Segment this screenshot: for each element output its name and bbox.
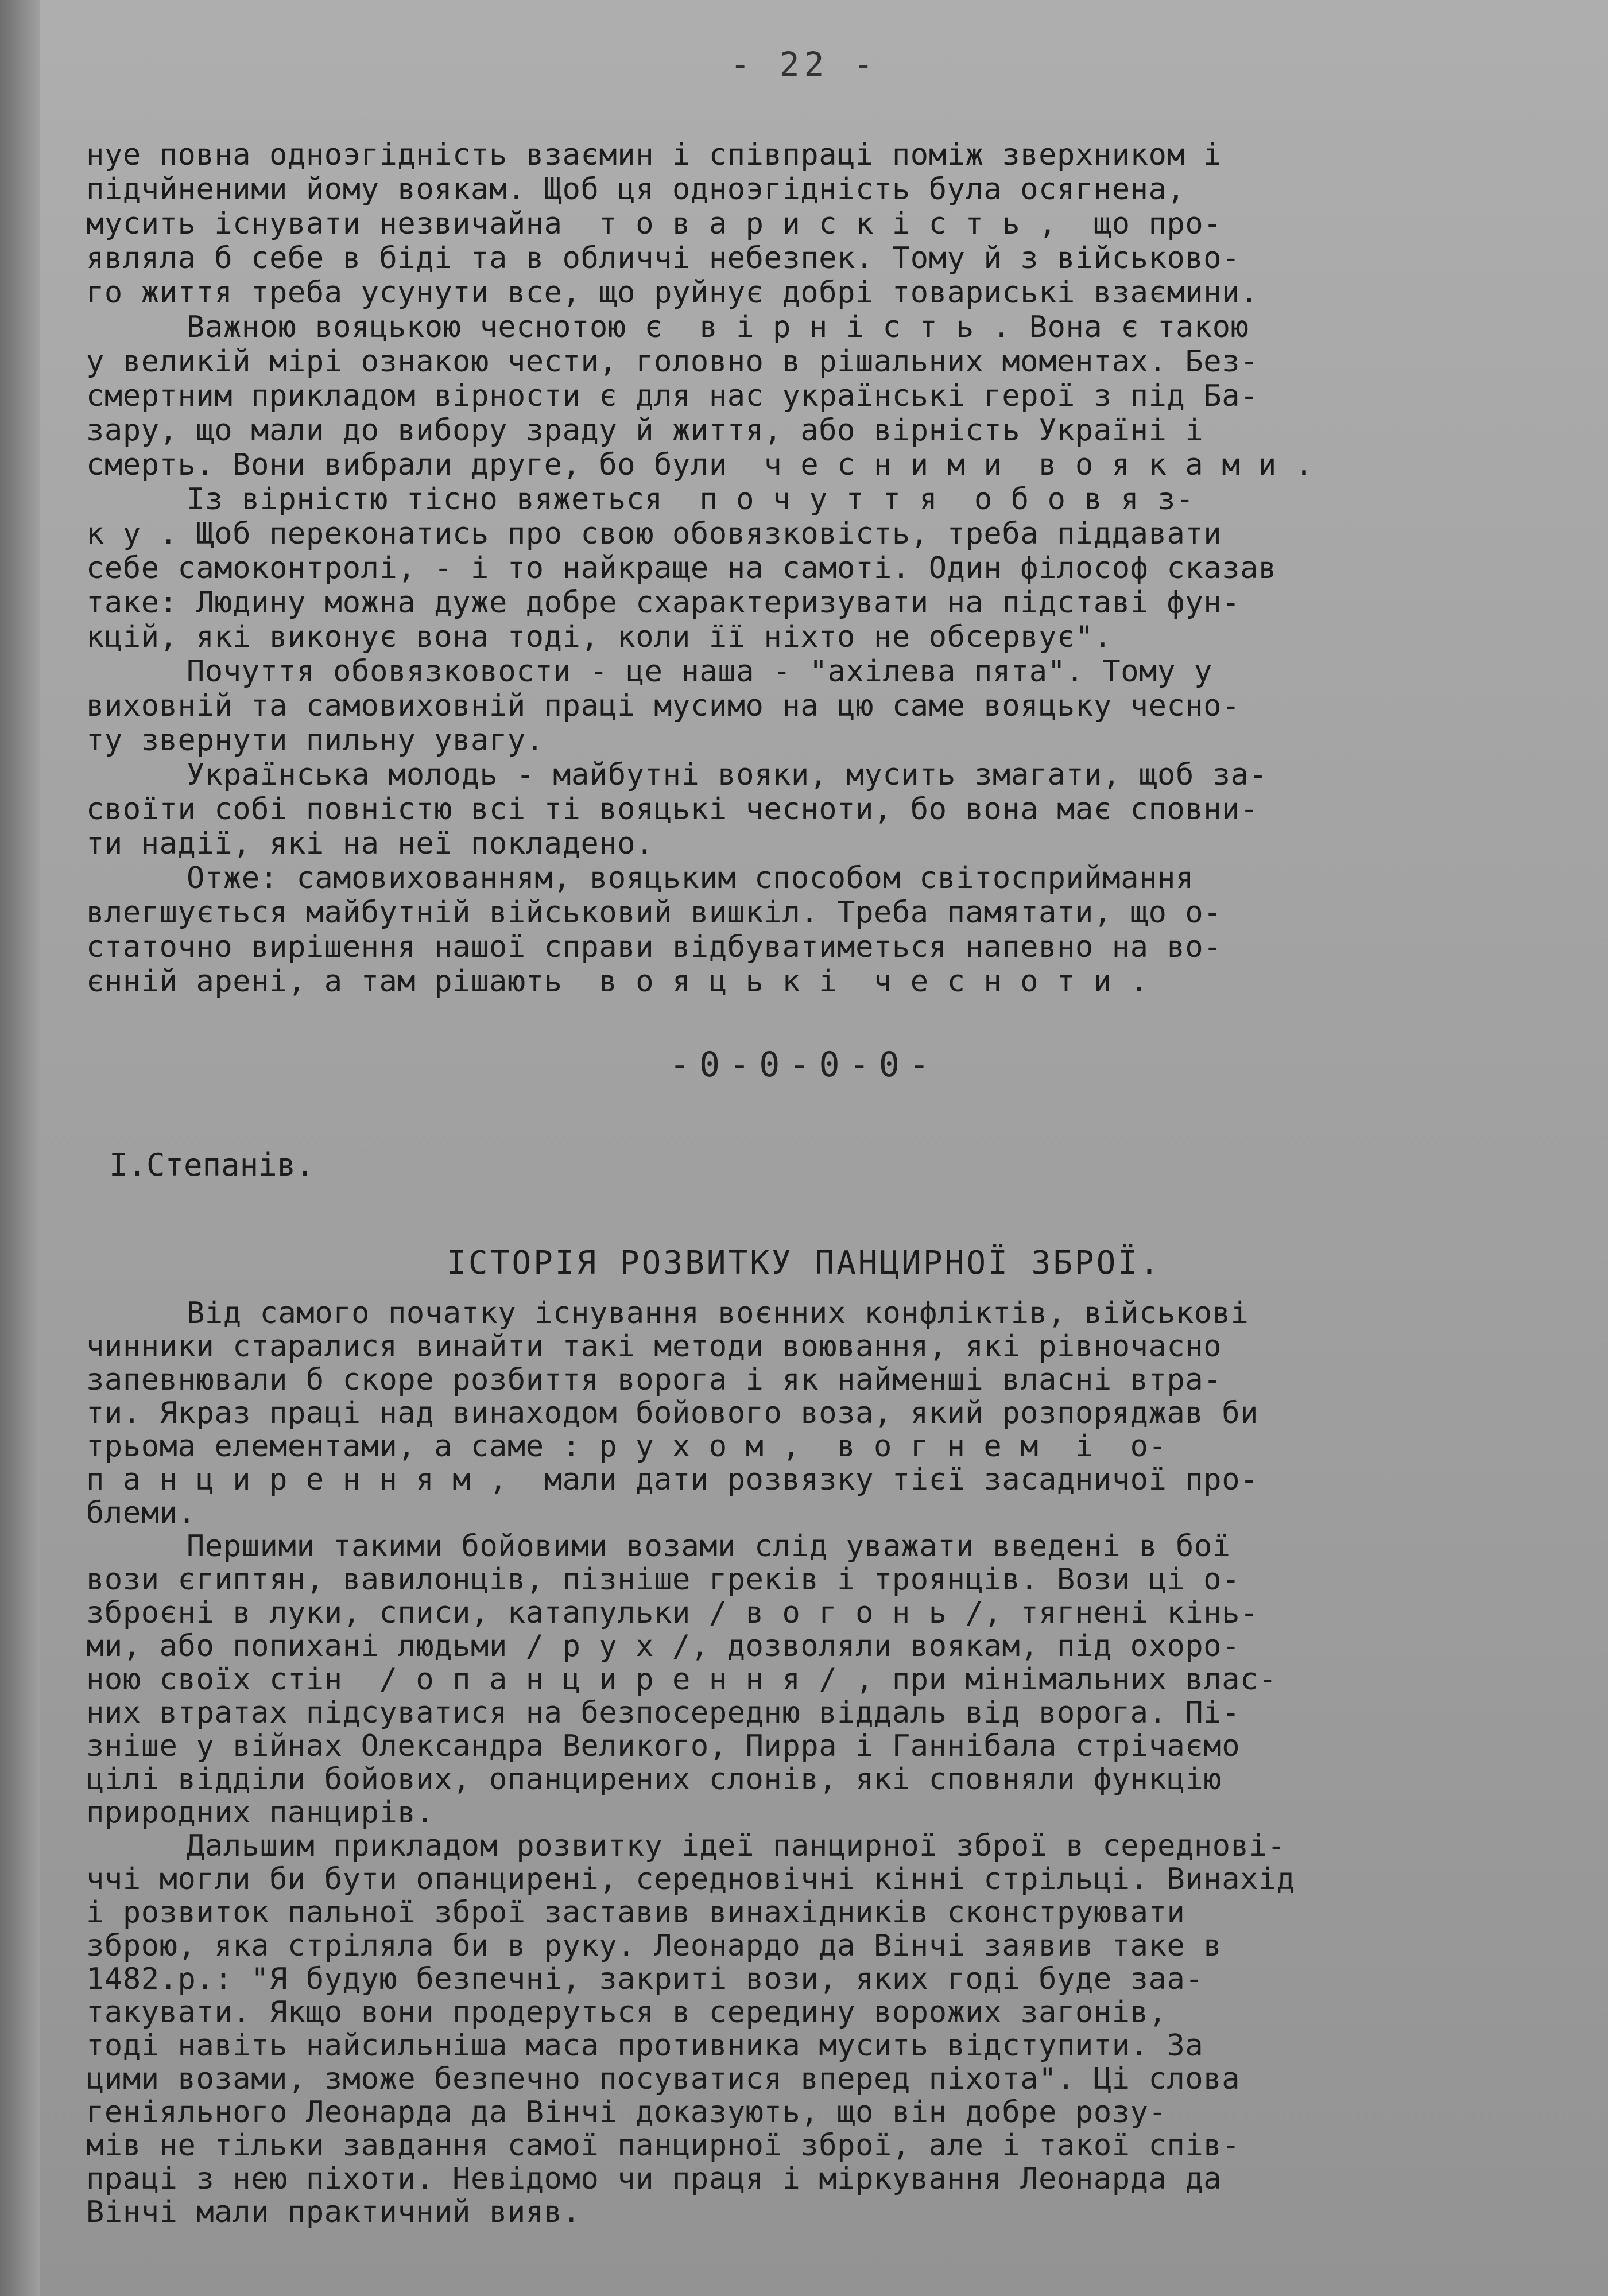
text-line: Дальшим прикладом розвитку ідеї панцирної зброї в середнові- <box>187 1829 1286 1863</box>
text-line: єнній арені, а там рішають в о я ц ь к і ч е с н о т и . <box>86 964 1149 999</box>
text-line: трьома елементами, а саме : р у х о м , в о г н е м і о- <box>86 1429 1167 1464</box>
text-line: таке: Людину можна дуже добре схарактеризувати на підставі фун- <box>86 585 1241 620</box>
text-line: Отже: самовихованням, вояцьким способом світосприймання <box>187 861 1194 895</box>
article-title: ІСТОРІЯ РОЗВИТКУ ПАНЦИРНОЇ ЗБРОЇ. <box>447 1244 1161 1282</box>
text-line: ти надії, які на неї покладено. <box>86 827 654 861</box>
text-line: Першими такими бойовими возами слід уважати введені в бої <box>187 1529 1231 1564</box>
author-name: І.Степанів. <box>109 1147 315 1183</box>
text-line: запевнювали б скоре розбиття ворога і як найменші власні втра- <box>86 1363 1222 1397</box>
text-line: ми, або попихані людьми / р у х /, дозволяли воякам, під охоро- <box>86 1629 1241 1663</box>
text-line: смертним прикладом вірности є для нас українські герої з під Ба- <box>86 379 1259 413</box>
text-line: влегшується майбутній військовий вишкіл. Треба памятати, що о- <box>86 895 1222 930</box>
text-line: 1482.р.: "Я будую безпечні, закриті вози, яких годі буде заа- <box>86 1962 1204 1996</box>
text-line: мусить існувати незвичайна т о в а р и с к і с т ь , що про- <box>86 207 1222 241</box>
text-line: ту звернути пильну увагу. <box>86 723 544 758</box>
text-line: підчйненими йому воякам. Щоб ця одноэгідність була осягнена, <box>86 172 1185 207</box>
text-line: ччі могли би бути опанцирені, середновічні кінні стрільці. Винахід <box>86 1862 1295 1896</box>
text-line: статочно вирішення нашої справи відбуватиметься напевно на во- <box>86 930 1222 964</box>
binding-edge <box>0 0 40 2296</box>
text-line: себе самоконтролі, - і то найкраще на самоті. Один філософ сказав <box>86 551 1277 585</box>
text-line: і розвиток пальної зброї заставив винахідників сконструювати <box>86 1895 1185 1930</box>
page-number: - 22 - <box>730 45 878 84</box>
text-line: блеми. <box>86 1496 196 1530</box>
text-line: нуе повна одноэгідність взаємин і співпраці поміж зверхником і <box>86 138 1222 172</box>
text-line: тоді навіть найсильніша маса противника мусить відступити. За <box>86 2029 1204 2063</box>
text-line: чинники старалися винайти такі методи воювання, які рівночасно <box>86 1329 1222 1364</box>
text-line: у великій мірі ознакою чести, головно в рішальних моментах. Без- <box>86 344 1259 379</box>
text-line: Українська молодь - майбутні вояки, мусить змагати, щоб за- <box>187 758 1268 792</box>
text-line: них втратах підсуватися на безпосередню віддаль від ворога. Пі- <box>86 1696 1241 1730</box>
text-line: смерть. Вони вибрали друге, бо були ч е с н и м и в о я к а м и . <box>86 448 1313 482</box>
text-line: го життя треба усунути все, що руйнує добрі товариські взаємини. <box>86 276 1259 310</box>
text-line: п а н ц и р е н н я м , мали дати розвязку тієї засадничої про- <box>86 1463 1259 1497</box>
text-line: Із вірністю тісно вяжеться п о ч у т т я о б о в я з- <box>187 482 1194 517</box>
section-separator: -0-0-0-0- <box>669 1045 939 1085</box>
text-line: геніяльного Леонарда да Вінчі доказують, що він добре розу- <box>86 2095 1167 2130</box>
text-line: природних панцирів. <box>86 1795 435 1830</box>
text-line: Вінчі мали практичний вияв. <box>86 2195 581 2229</box>
text-line: Почуття обовязковости - це наша - "ахілева пята". Тому у <box>187 654 1212 689</box>
text-line: праці з нею піхоти. Невідомо чи праця і міркування Леонарда да <box>86 2162 1222 2196</box>
text-line: вози єгиптян, вавилонців, пізніше греків і троянців. Вози ці о- <box>86 1562 1241 1597</box>
text-line: зброєні в луки, списи, катапульки / в о г о н ь /, тягнені кінь- <box>86 1596 1259 1630</box>
text-line: являла б себе в біді та в обличчі небезпек. Тому й з військово- <box>86 241 1241 276</box>
text-line: виховній та самовиховній праці мусимо на цю саме вояцьку чесно- <box>86 689 1241 723</box>
text-line: зару, що мали до вибору зраду й життя, або вірність Україні і <box>86 413 1204 448</box>
text-line: своїти собі повністю всі ті вояцькі чесноти, бо вона має сповни- <box>86 792 1259 827</box>
text-line: ти. Якраз праці над винаходом бойового воза, який розпоряджав би <box>86 1396 1259 1430</box>
text-line: мів не тільки завдання самої панцирної зброї, але і такої спів- <box>86 2128 1241 2163</box>
text-line: Важною вояцькою чеснотою є в і р н і с т ь . Вона є такою <box>187 310 1249 344</box>
text-line: цими возами, зможе безпечно посуватися вперед піхота". Ці слова <box>86 2062 1241 2096</box>
text-line: к у . Щоб переконатись про свою обовязковість, треба піддавати <box>86 517 1222 551</box>
text-line: зніше у війнах Олександра Великого, Пирра і Ганнібала стрічаємо <box>86 1729 1241 1763</box>
text-line: такувати. Якщо вони продеруться в середину ворожих загонів, <box>86 1995 1167 2030</box>
text-line: цілі відділи бойових, опанцирених слонів, які сповняли функцію <box>86 1762 1222 1797</box>
text-line: зброю, яка стріляла би в руку. Леонардо да Вінчі заявив таке в <box>86 1929 1222 1963</box>
text-line: ною своїх стін / о п а н ц и р е н н я / , при мінімальних влас- <box>86 1662 1277 1697</box>
text-line: кцій, які виконує вона тоді, коли її ніхто не обсервує". <box>86 620 1112 654</box>
text-line: Від самого початку існування воєнних конфліктів, військові <box>187 1296 1249 1331</box>
